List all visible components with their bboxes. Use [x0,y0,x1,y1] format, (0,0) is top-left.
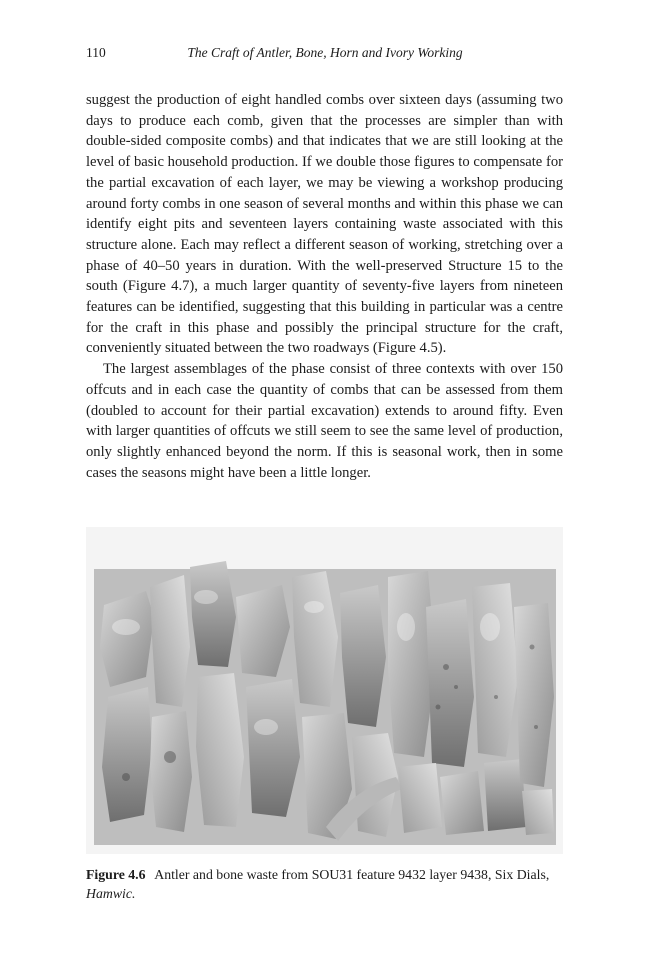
photo-illustration [86,527,563,854]
caption-text: Antler and bone waste from SOU31 feature 9432 layer 9438, Six Dials, [154,867,550,882]
figure-caption [86,865,563,903]
paragraph-1: suggest the production of eight handled combs over sixteen days (assuming two days to produce each comb, given that the processes are simpler than with double-sided composite combs) and that indicates that we are still looking at the level of basic household production. If we double those figures to compensate for the partial excavation of each layer, we may be viewing a workshop producing around forty combs in one season of several months and within this phase we can identify eight pits and seventeen layers containing waste associated with this structure alone. Each may reflect a different season of working, stretching over a phase of 40–50 years in duration. With the well-preserved Structure 15 to the south (Figure 4.7), a much larger quantity of seventy-five layers from nineteen features can be identified, suggesting that this building in particular was a centre for the craft in this phase and possibly the principal structure for the craft, conveniently situated between the two roadways (Figure 4.5). [86,92,563,357]
figure-label: Figure 4.6 [86,867,146,882]
caption-italic-text: Hamwic. [86,886,136,901]
paragraph-2: The largest assemblages of the phase consist of three contexts with over 150 offcuts and in each case the quantity of combs that can be assessed from them (doubled to account for their partial excavation) extends to around fifty. Even with larger quantities of offcuts we still seem to see the same level of production, only slightly enhanced beyond the norm. If this is seasonal work, then in some cases the seasons might have been a little longer. [86,361,563,481]
page-number: 110 [86,45,106,60]
page-header [86,45,564,65]
running-title: The Craft of Antler, Bone, Horn and Ivory Working [187,45,463,60]
body-text [86,90,563,483]
figure-photo-antler-bone-waste [86,527,563,854]
